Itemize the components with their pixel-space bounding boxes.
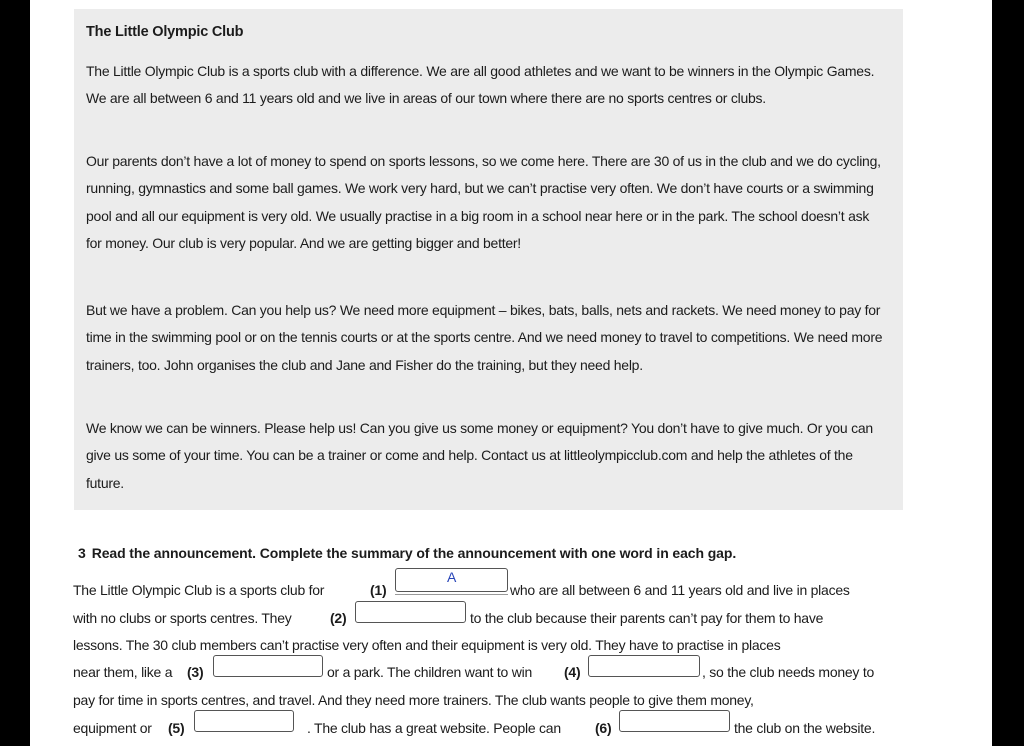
- summary-line: [73, 690, 953, 712]
- gap-4-input[interactable]: [588, 655, 700, 677]
- gap-3-input[interactable]: [213, 655, 323, 677]
- summary-text: lessons. The 30 club members can’t practise very often and their equipment is very old. They have to practise in places: [73, 637, 781, 653]
- announcement-paragraph: We know we can be winners. Please help us! Can you give us some money or equipment? You don’t have to give much. Or you can give us some of your time. You can be a trainer or come and help. Contact us at littleolympicclub.com and help the athletes of the future.: [86, 420, 873, 491]
- announcement-paragraph: Our parents don’t have a lot of money to spend on sports lessons, so we come here. There are 30 of us in the club and we do cycling, running, gymnastics and some ball games. We work very hard, but we can’t practise very often. We don’t have courts or a swimming pool and all our equipment is very old. We usually practise in a big room in a school near here or in the park. The school doesn’t ask for money. Our club is very popular. And we are getting bigger and better!: [86, 153, 881, 251]
- summary-line: [73, 569, 953, 602]
- exercise-number: 3: [78, 545, 86, 561]
- summary-text: with no clubs or sports centres. They: [73, 610, 292, 626]
- gap-label: (6): [595, 720, 612, 736]
- document-page: [30, 0, 992, 746]
- announcement-paragraph: But we have a problem. Can you help us? We need more equipment – bikes, bats, balls, nets and rackets. We need money to pay for time in the swimming pool or on the tennis courts or at the sports centre. And we need money to travel to competitions. We need more trainers, too. John organises the club and Jane and Fisher do the training, but they need help.: [86, 302, 883, 373]
- exercise-heading: [78, 545, 736, 561]
- gap-label: (5): [168, 720, 185, 736]
- summary-text: . The club has a great website. People can: [307, 720, 561, 736]
- summary-line: [73, 635, 953, 657]
- summary-text: or a park. The children want to win: [327, 664, 532, 680]
- summary-text: , so the club needs money to: [702, 664, 874, 680]
- summary-text: equipment or: [73, 720, 152, 736]
- gap-1-answer: A: [446, 569, 457, 585]
- summary-text: pay for time in sports centres, and travel. And they need more trainers. The club wants people to give them money,: [73, 692, 754, 708]
- gap-label: (2): [330, 610, 347, 626]
- summary-line: [73, 662, 953, 684]
- gap-2-input[interactable]: [355, 601, 466, 623]
- announcement-box: [74, 9, 903, 510]
- gap-6-input[interactable]: [619, 710, 730, 732]
- summary-text: who are all between 6 and 11 years old and live in places: [510, 582, 850, 598]
- summary-text: The Little Olympic Club is a sports club for: [73, 582, 325, 598]
- summary-text: the club on the website.: [734, 720, 876, 736]
- gap-label: (3): [187, 664, 204, 680]
- gap-label: (1): [370, 582, 387, 598]
- announcement-paragraph: The Little Olympic Club is a sports club with a difference. We are all good athletes and we want to be winners in the Olympic Games. We are all between 6 and 11 years old and we live in areas of our town where there are no sports centres or clubs.: [86, 63, 875, 107]
- summary-line: [73, 718, 953, 740]
- gap-label: (4): [564, 664, 581, 680]
- announcement-title: The Little Olympic Club: [86, 24, 244, 40]
- gap-1-input[interactable]: [395, 568, 508, 592]
- summary-text: near them, like a: [73, 664, 173, 680]
- summary-line: [73, 608, 953, 630]
- exercise-instruction: Read the announcement. Complete the summary of the announcement with one word in each gap.: [91, 545, 737, 561]
- gap-underline: [395, 594, 508, 595]
- gap-5-input[interactable]: [194, 710, 294, 732]
- summary-text: to the club because their parents can’t pay for them to have: [470, 610, 824, 626]
